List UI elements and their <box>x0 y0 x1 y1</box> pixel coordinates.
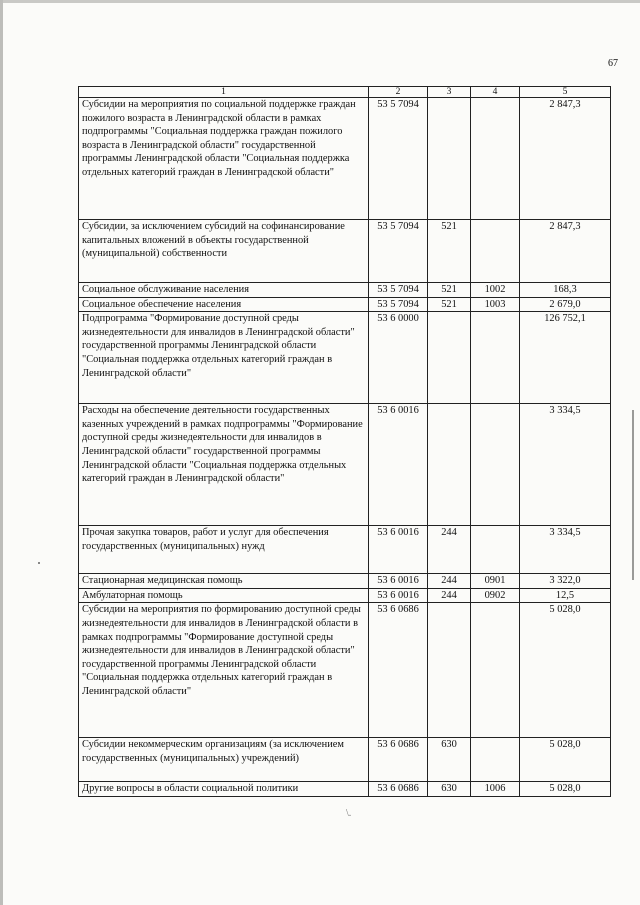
row-amount: 3 322,0 <box>520 574 611 589</box>
table-row <box>79 588 611 603</box>
row-amount: 168,3 <box>520 283 611 298</box>
row-vr: 521 <box>428 220 471 283</box>
row-section <box>471 312 520 404</box>
page-number: 67 <box>608 58 618 69</box>
table-row <box>79 404 611 526</box>
row-vr: 630 <box>428 738 471 782</box>
budget-table <box>78 86 611 797</box>
row-name: Амбулаторная помощь <box>79 588 369 603</box>
row-vr: 521 <box>428 283 471 298</box>
row-code: 53 6 0016 <box>369 526 428 574</box>
row-vr: 630 <box>428 782 471 797</box>
table-row <box>79 98 611 220</box>
row-code: 53 5 7094 <box>369 283 428 298</box>
row-amount: 5 028,0 <box>520 603 611 738</box>
table-row <box>79 220 611 283</box>
row-name: Социальное обеспечение населения <box>79 297 369 312</box>
row-section <box>471 738 520 782</box>
row-vr: 244 <box>428 526 471 574</box>
row-vr: 244 <box>428 574 471 589</box>
row-name: Субсидии некоммерческим организациям (за исключением государственных (муниципальных) учреждений) <box>79 738 369 782</box>
table-row <box>79 526 611 574</box>
scan-border-left <box>0 0 3 905</box>
row-code: 53 6 0000 <box>369 312 428 404</box>
header-col-3: 3 <box>428 87 471 98</box>
row-amount: 2 847,3 <box>520 98 611 220</box>
row-section <box>471 98 520 220</box>
row-name: Другие вопросы в области социальной политики <box>79 782 369 797</box>
row-section <box>471 526 520 574</box>
row-code: 53 6 0016 <box>369 574 428 589</box>
table-row <box>79 738 611 782</box>
row-amount: 126 752,1 <box>520 312 611 404</box>
row-name: Социальное обслуживание населения <box>79 283 369 298</box>
scan-speck <box>38 562 40 564</box>
row-amount: 2 847,3 <box>520 220 611 283</box>
row-code: 53 5 7094 <box>369 220 428 283</box>
row-amount: 3 334,5 <box>520 526 611 574</box>
row-amount: 5 028,0 <box>520 782 611 797</box>
row-name: Подпрограмма "Формирование доступной среды жизнедеятельности для инвалидов в Ленинградской области" государственной программы Ленинградской области "Социальная поддержка отдельных категорий граждан в Ленинградской области" <box>79 312 369 404</box>
table-row <box>79 574 611 589</box>
row-vr: 244 <box>428 588 471 603</box>
row-section: 1002 <box>471 283 520 298</box>
row-section: 1006 <box>471 782 520 797</box>
row-name: Субсидии на мероприятия по социальной поддержке граждан пожилого возраста в Ленинградской области в рамках подпрограммы "Социальная поддержка граждан пожилого возраста в Ленинградской области" государственной программы Ленинградской области "Социальная поддержка отдельных категорий граждан в Ленинградской области" <box>79 98 369 220</box>
row-code: 53 6 0686 <box>369 738 428 782</box>
row-section: 0902 <box>471 588 520 603</box>
table-row <box>79 782 611 797</box>
row-name: Расходы на обеспечение деятельности государственных казенных учреждений в рамках подпрограммы "Формирование доступной среды жизнедеятельности для инвалидов в Ленинградской области" государственной программы Ленинградской области "Социальная поддержка отдельных категорий граждан в Ленинградской области" <box>79 404 369 526</box>
row-section <box>471 220 520 283</box>
row-name: Субсидии на мероприятия по формированию доступной среды жизнедеятельности для инвалидов в Ленинградской области в рамках подпрограммы "Формирование доступной среды жизнедеятельности для инвалидов в Ленинградской области" государственной программы Ленинградской области "Социальная поддержка отдельных категорий граждан в Ленинградской области" <box>79 603 369 738</box>
table-header-row <box>79 87 611 98</box>
header-col-5: 5 <box>520 87 611 98</box>
row-amount: 12,5 <box>520 588 611 603</box>
row-amount: 5 028,0 <box>520 738 611 782</box>
header-col-2: 2 <box>369 87 428 98</box>
table-row <box>79 312 611 404</box>
table-row <box>79 297 611 312</box>
row-section: 0901 <box>471 574 520 589</box>
row-vr <box>428 404 471 526</box>
scan-mark: \. <box>346 808 352 819</box>
row-name: Субсидии, за исключением субсидий на софинансирование капитальных вложений в объекты государственной (муниципальной) собственности <box>79 220 369 283</box>
row-code: 53 5 7094 <box>369 297 428 312</box>
row-section <box>471 404 520 526</box>
row-name: Стационарная медицинская помощь <box>79 574 369 589</box>
row-section <box>471 603 520 738</box>
row-vr <box>428 312 471 404</box>
scan-artifact-right <box>632 410 634 580</box>
row-code: 53 6 0016 <box>369 588 428 603</box>
scan-border-top <box>0 0 640 3</box>
table-row <box>79 603 611 738</box>
row-section: 1003 <box>471 297 520 312</box>
header-col-1: 1 <box>79 87 369 98</box>
row-name: Прочая закупка товаров, работ и услуг для обеспечения государственных (муниципальных) нужд <box>79 526 369 574</box>
row-code: 53 5 7094 <box>369 98 428 220</box>
table-row <box>79 283 611 298</box>
row-amount: 3 334,5 <box>520 404 611 526</box>
row-code: 53 6 0016 <box>369 404 428 526</box>
row-code: 53 6 0686 <box>369 603 428 738</box>
header-col-4: 4 <box>471 87 520 98</box>
row-amount: 2 679,0 <box>520 297 611 312</box>
row-vr <box>428 98 471 220</box>
row-code: 53 6 0686 <box>369 782 428 797</box>
row-vr: 521 <box>428 297 471 312</box>
row-vr <box>428 603 471 738</box>
